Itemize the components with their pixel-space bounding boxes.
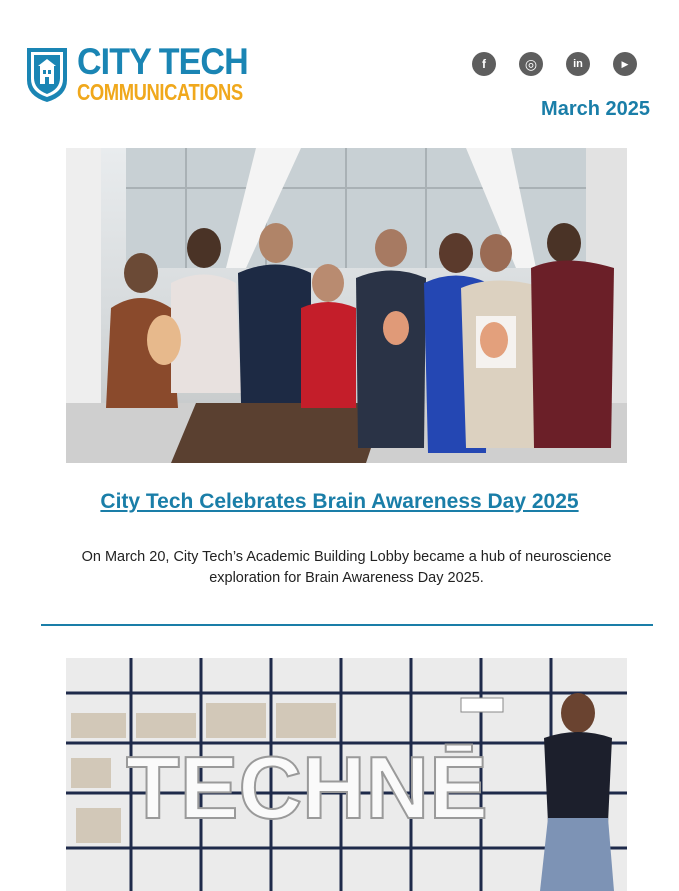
social-links [472, 52, 637, 76]
article-headline [0, 490, 679, 514]
techne-sign-image [66, 658, 627, 891]
techne-photo[interactable] [66, 658, 627, 891]
article-title-link[interactable]: City Tech Celebrates Brain Awareness Day 2025 [100, 490, 579, 513]
youtube-icon[interactable]: ▶ [613, 52, 637, 76]
logo-title: CITY TECH [77, 41, 248, 82]
instagram-icon[interactable]: ◎ [519, 52, 543, 76]
article-summary: On March 20, City Tech’s Academic Building Lobby became a hub of neuroscience exploration for Brain Awareness Day 2025. [81, 549, 612, 586]
linkedin-icon[interactable]: in [566, 52, 590, 76]
group-photo-image [66, 148, 627, 463]
brain-awareness-day-photo[interactable] [66, 148, 627, 463]
facebook-icon[interactable]: f [472, 52, 496, 76]
section-divider [41, 624, 653, 626]
issue-date: March 2025 [541, 98, 650, 120]
city-tech-seal-icon [23, 44, 71, 104]
city-tech-logo[interactable] [23, 43, 284, 104]
techne-sign-text: TECHNĒ [126, 738, 488, 837]
logo-subtitle: COMMUNICATIONS [77, 79, 243, 105]
